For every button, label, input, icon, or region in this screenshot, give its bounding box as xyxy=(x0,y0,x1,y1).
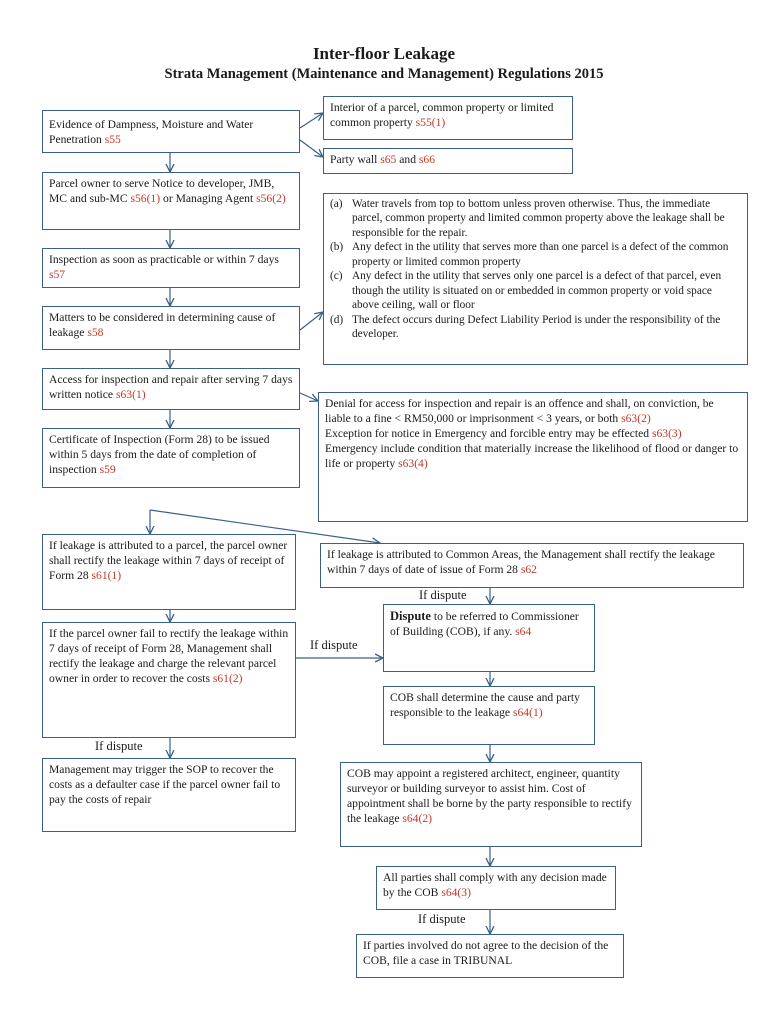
sop-box: Management may trigger the SOP to recover the costs as a defaulter case if the parcel owner fail to pay the costs of repair xyxy=(42,758,296,832)
ref-s65: s65 xyxy=(380,153,397,166)
ref-s59: s59 xyxy=(99,463,116,477)
ref-s55-1: s55(1) xyxy=(415,116,446,130)
arrow-matters-considerations xyxy=(300,312,323,330)
fail-rectify-box: If the parcel owner fail to rectify the leakage within 7 days of receipt of Form 28, Management shall rectify the leakage and charge the relevant parcel owner in order to recover the costs s61(2) xyxy=(42,622,296,738)
dispute-cob-box: Dispute to be referred to Commissioner of Building (COB), if any. s64 xyxy=(383,604,595,672)
comply-box: All parties shall comply with any decision made by the COB s64(3) xyxy=(376,866,616,910)
access-box: Access for inspection and repair after serving 7 days written notice s63(1) xyxy=(42,368,300,410)
common-leak-box: If leakage is attributed to Common Areas, the Management shall rectify the leakage within 7 days of date of issue of Form 28 s62 xyxy=(320,543,744,588)
ref-s63-4: s63(4) xyxy=(398,457,428,471)
arrow-evidence-interior xyxy=(300,113,323,128)
ref-s64-1: s64(1) xyxy=(513,706,543,720)
interior-box: Interior of a parcel, common property or limited common property s55(1) xyxy=(323,96,573,140)
ref-s55: s55 xyxy=(104,133,121,147)
if-dispute-label-3: If dispute xyxy=(95,739,143,753)
consideration-c: (c) Any defect in the utility that serves only one parcel is a defect of that parcel, even though the utility is situated on or embedded in common property or void space above ceiling, wall or floor xyxy=(330,270,722,312)
ref-s58: s58 xyxy=(87,326,104,340)
consideration-d: (d) The defect occurs during Defect Liability Period is under the responsibility of the developer. xyxy=(330,313,721,341)
evidence-box: Evidence of Dampness, Moisture and Water Penetration s55 xyxy=(42,110,300,153)
dispute-heading: Dispute xyxy=(390,609,431,623)
tribunal-box: If parties involved do not agree to the decision of the COB, file a case in TRIBUNAL xyxy=(356,934,624,978)
ref-s62: s62 xyxy=(520,563,537,577)
consideration-b: (b) Any defect in the utility that serves more than one parcel is a defect of the common property or limited common property xyxy=(330,241,729,268)
cob-appoint-box: COB may appoint a registered architect, engineer, quantity surveyor or building surveyor to assist him. Cost of appointment shall be borne by the party responsible to rectify the leakage s64(2) xyxy=(340,762,642,847)
ref-s61-2: s61(2) xyxy=(212,672,243,686)
ref-s64: s64 xyxy=(515,625,532,639)
ref-s61-1: s61(1) xyxy=(91,569,122,583)
ref-s56-1: s56(1) xyxy=(130,192,161,206)
party-wall-box: Party wall s65 and s66 xyxy=(323,148,573,174)
cob-determine-box: COB shall determine the cause and party responsible to the leakage s64(1) xyxy=(383,686,595,745)
ref-s63-1: s63(1) xyxy=(115,388,146,402)
if-dispute-label-2: If dispute xyxy=(310,638,358,652)
ref-s64-3: s64(3) xyxy=(441,886,471,900)
certificate-box: Certificate of Inspection (Form 28) to be issued within 5 days from the date of completion of inspection s59 xyxy=(42,428,300,488)
parcel-leak-box: If leakage is attributed to a parcel, the parcel owner shall rectify the leakage within 7 days of receipt of Form 28 s61(1) xyxy=(42,534,296,610)
if-dispute-label-1: If dispute xyxy=(419,588,467,602)
consideration-a: (a) Water travels from top to bottom unless proven otherwise. Thus, the immediate parcel, common property and limited common property above the leakage shall be responsible for the repair. xyxy=(330,198,725,239)
if-dispute-label-4: If dispute xyxy=(418,912,466,926)
page-title: Inter-floor Leakage xyxy=(312,44,456,63)
notice-box: Parcel owner to serve Notice to developer, JMB, MC and sub-MC s56(1) or Managing Agent s56(2) xyxy=(42,172,300,230)
ref-s63-3: s63(3) xyxy=(651,427,682,441)
ref-s66: s66 xyxy=(418,153,436,166)
ref-s64-2: s64(2) xyxy=(402,812,432,826)
matters-box: Matters to be considered in determining cause of leakage s58 xyxy=(42,306,300,350)
inspection-box: Inspection as soon as practicable or within 7 days s57 xyxy=(42,248,300,288)
arrow-access-denial xyxy=(300,393,318,401)
considerations-box xyxy=(323,193,748,365)
ref-s63-2: s63(2) xyxy=(621,412,651,426)
page-subtitle: Strata Management (Maintenance and Management) Regulations 2015 xyxy=(164,66,604,82)
arrow-evidence-partywall xyxy=(300,140,323,157)
ref-s56-2: s56(2) xyxy=(256,192,286,206)
ref-s57: s57 xyxy=(49,268,66,282)
considerations-list xyxy=(330,197,741,342)
denial-box: Denial for access for inspection and repair is an offence and shall, on conviction, be liable to a fine < RM50,000 or imprisonment < 3 years, or both s63(2) Exception for notice in Emergency and forcible entry may be effected s63(3) Emergency include condition that materially increase the likelihood of flood or danger to life or property s63(4) xyxy=(318,392,748,522)
